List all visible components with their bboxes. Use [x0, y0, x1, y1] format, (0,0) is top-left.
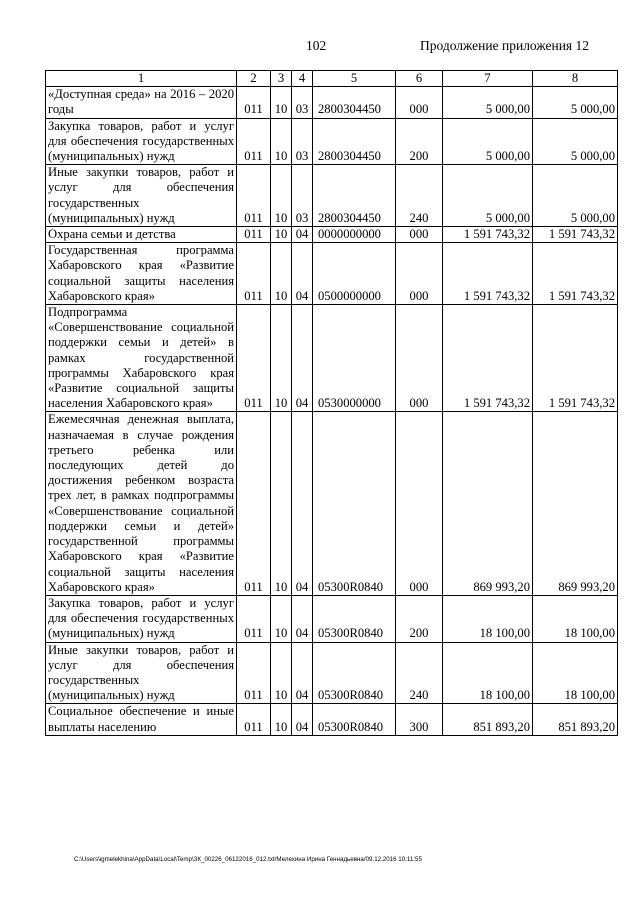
ministry-code: 011: [237, 412, 271, 595]
col-header: 4: [292, 71, 313, 87]
subsection-code: 03: [292, 165, 313, 227]
col-header: 7: [443, 71, 533, 87]
amount-col7: 18 100,00: [443, 595, 533, 642]
target-code: 0530000000: [313, 305, 396, 412]
subsection-code: 04: [292, 595, 313, 642]
amount-col8: 1 591 743,32: [533, 305, 618, 412]
row-name: Иные закупки товаров, работ и услуг для обеспечения государственных (муниципальных) нужд: [46, 642, 237, 704]
target-code: 2800304450: [313, 165, 396, 227]
target-code: 05300R0840: [313, 704, 396, 735]
budget-table: [45, 70, 618, 736]
row-name: Государственная программа Хабаровского края «Развитие социальной защиты населения Хабаровского края»: [46, 243, 237, 305]
target-code: 2800304450: [313, 118, 396, 165]
col-header: 1: [46, 71, 237, 87]
amount-col7: 5 000,00: [443, 87, 533, 118]
row-name: Закупка товаров, работ и услуг для обеспечения государственных (муниципальных) нужд: [46, 595, 237, 642]
page-number: 102: [306, 38, 327, 53]
section-code: 10: [271, 165, 292, 227]
target-code: 0500000000: [313, 243, 396, 305]
section-code: 10: [271, 243, 292, 305]
subsection-code: 03: [292, 118, 313, 165]
amount-col7: 1 591 743,32: [443, 243, 533, 305]
ministry-code: 011: [237, 642, 271, 704]
expense-type: 000: [396, 227, 443, 243]
col-header: 2: [237, 71, 271, 87]
subsection-code: 03: [292, 87, 313, 118]
target-code: 0000000000: [313, 227, 396, 243]
table-header-row: [46, 71, 618, 87]
row-name: Ежемесячная денежная выплата, назначаемая в случае рождения третьего ребенка или последующих детей до достижения ребенком возраста трех лет, в рамках подпрограммы «Совершенствование социальной поддержки семьи и детей» государственной программы Хабаровского края «Развитие социальной защиты населения Хабаровского края»: [46, 412, 237, 595]
amount-col7: 1 591 743,32: [443, 305, 533, 412]
col-header: 6: [396, 71, 443, 87]
row-name: Социальное обеспечение и иные выплаты населению: [46, 704, 237, 735]
target-code: 05300R0840: [313, 412, 396, 595]
expense-type: 000: [396, 412, 443, 595]
row-name: Охрана семьи и детства: [46, 227, 237, 243]
expense-type: 200: [396, 118, 443, 165]
col-header: 3: [271, 71, 292, 87]
row-name: Закупка товаров, работ и услуг для обеспечения государственных (муниципальных) нужд: [46, 118, 237, 165]
target-code: 2800304450: [313, 87, 396, 118]
ministry-code: 011: [237, 704, 271, 735]
amount-col8: 5 000,00: [533, 87, 618, 118]
subsection-code: 04: [292, 227, 313, 243]
expense-type: 240: [396, 165, 443, 227]
target-code: 05300R0840: [313, 642, 396, 704]
expense-type: 300: [396, 704, 443, 735]
expense-type: 000: [396, 243, 443, 305]
section-code: 10: [271, 227, 292, 243]
amount-col8: 1 591 743,32: [533, 243, 618, 305]
file-path-footer: C:\Users\igmelekhina\AppData\Local\Temp\ЗК_00226_06122016_012.txt/Мелехина Ирина Геннадьевна/09.12.2016 10:11:55: [74, 856, 422, 863]
expense-type: 000: [396, 87, 443, 118]
amount-col8: 5 000,00: [533, 118, 618, 165]
subsection-code: 04: [292, 642, 313, 704]
table-row: [46, 227, 618, 243]
amount-col7: 1 591 743,32: [443, 227, 533, 243]
amount-col8: 869 993,20: [533, 412, 618, 595]
continuation-title: Продолжение приложения 12: [420, 38, 590, 53]
ministry-code: 011: [237, 595, 271, 642]
table-row: [46, 165, 618, 227]
table-row: [46, 642, 618, 704]
target-code: 05300R0840: [313, 595, 396, 642]
amount-col8: 5 000,00: [533, 165, 618, 227]
subsection-code: 04: [292, 243, 313, 305]
amount-col7: 869 993,20: [443, 412, 533, 595]
ministry-code: 011: [237, 305, 271, 412]
table-row: [46, 704, 618, 735]
expense-type: 200: [396, 595, 443, 642]
subsection-code: 04: [292, 412, 313, 595]
section-code: 10: [271, 118, 292, 165]
amount-col8: 18 100,00: [533, 642, 618, 704]
amount-col7: 5 000,00: [443, 118, 533, 165]
col-header: 5: [313, 71, 396, 87]
table-row: [46, 305, 618, 412]
table-row: [46, 87, 618, 118]
ministry-code: 011: [237, 118, 271, 165]
section-code: 10: [271, 305, 292, 412]
col-header: 8: [533, 71, 618, 87]
table-row: [46, 595, 618, 642]
table-row: [46, 118, 618, 165]
expense-type: 240: [396, 642, 443, 704]
amount-col8: 18 100,00: [533, 595, 618, 642]
ministry-code: 011: [237, 165, 271, 227]
subsection-code: 04: [292, 305, 313, 412]
ministry-code: 011: [237, 227, 271, 243]
section-code: 10: [271, 642, 292, 704]
section-code: 10: [271, 412, 292, 595]
ministry-code: 011: [237, 243, 271, 305]
section-code: 10: [271, 87, 292, 118]
amount-col7: 851 893,20: [443, 704, 533, 735]
table-row: [46, 243, 618, 305]
amount-col7: 5 000,00: [443, 165, 533, 227]
subsection-code: 04: [292, 704, 313, 735]
ministry-code: 011: [237, 87, 271, 118]
amount-col8: 1 591 743,32: [533, 227, 618, 243]
section-code: 10: [271, 595, 292, 642]
row-name: Иные закупки товаров, работ и услуг для обеспечения государственных (муниципальных) нужд: [46, 165, 237, 227]
row-name: «Доступная среда» на 2016 – 2020 годы: [46, 87, 237, 118]
amount-col8: 851 893,20: [533, 704, 618, 735]
amount-col7: 18 100,00: [443, 642, 533, 704]
table-row: [46, 412, 618, 595]
expense-type: 000: [396, 305, 443, 412]
section-code: 10: [271, 704, 292, 735]
row-name: Подпрограмма «Совершенствование социальной поддержки семьи и детей» в рамках государственной программы Хабаровского края «Развитие социальной защиты населения Хабаровского края»: [46, 305, 237, 412]
